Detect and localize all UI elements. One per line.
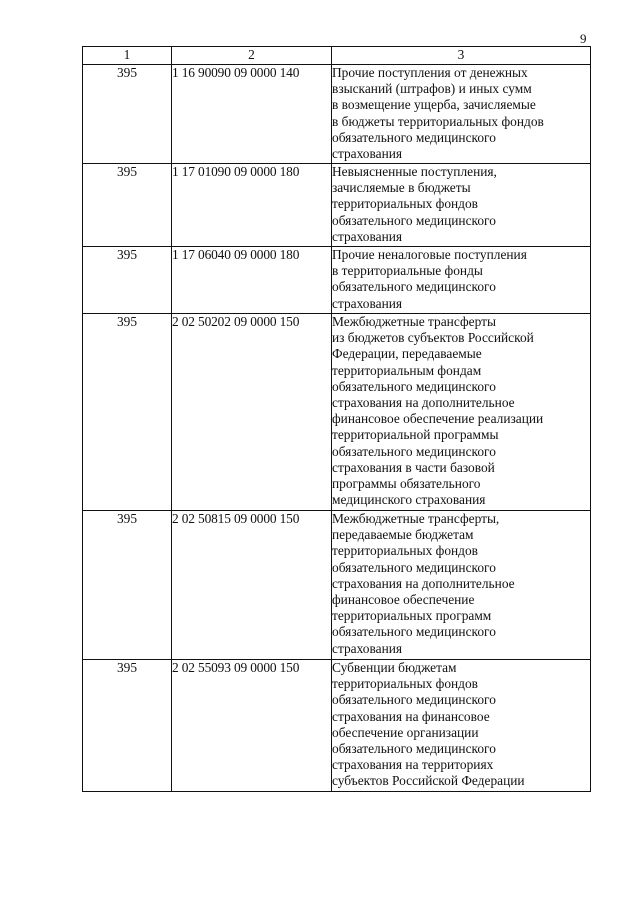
classification-code-cell: 1 16 90090 09 0000 140 (172, 65, 332, 164)
classification-code-cell: 2 02 50202 09 0000 150 (172, 314, 332, 511)
description-cell: Межбюджетные трансферты из бюджетов субъектов Российской Федерации, передаваемые территориальным фондам обязательного медицинского страхования на дополнительное финансовое обеспечение реализации территориальной программы обязательного медицинского страхования в части базовой программы обязательного медицинского страхования (332, 314, 591, 511)
column-header-1: 1 (83, 47, 172, 65)
admin-code-cell: 395 (83, 164, 172, 247)
admin-code-cell: 395 (83, 511, 172, 660)
table-row (83, 247, 591, 314)
column-header-3: 3 (332, 47, 591, 65)
admin-code-cell: 395 (83, 660, 172, 792)
admin-code-cell: 395 (83, 247, 172, 314)
table-row (83, 511, 591, 660)
admin-code-cell: 395 (83, 314, 172, 511)
table-row (83, 65, 591, 164)
admin-code-cell: 395 (83, 65, 172, 164)
classification-code-cell: 1 17 01090 09 0000 180 (172, 164, 332, 247)
classification-code-cell: 2 02 50815 09 0000 150 (172, 511, 332, 660)
budget-classification-table (82, 46, 591, 792)
table-row (83, 314, 591, 511)
description-cell: Прочие неналоговые поступления в территориальные фонды обязательного медицинского страхования (332, 247, 591, 314)
description-cell: Невыясненные поступления, зачисляемые в бюджеты территориальных фондов обязательного медицинского страхования (332, 164, 591, 247)
classification-code-cell: 2 02 55093 09 0000 150 (172, 660, 332, 792)
description-cell: Субвенции бюджетам территориальных фондов обязательного медицинского страхования на финансовое обеспечение организации обязательного медицинского страхования на территориях субъектов Российской Федерации (332, 660, 591, 792)
table-row (83, 164, 591, 247)
classification-code-cell: 1 17 06040 09 0000 180 (172, 247, 332, 314)
column-header-2: 2 (172, 47, 332, 65)
table-header-row (83, 47, 591, 65)
page-number: 9 (580, 31, 587, 46)
description-cell: Межбюджетные трансферты, передаваемые бюджетам территориальных фондов обязательного медицинского страхования на дополнительное финансовое обеспечение территориальных программ обязательного медицинского страхования (332, 511, 591, 660)
description-cell: Прочие поступления от денежных взысканий (штрафов) и иных сумм в возмещение ущерба, зачисляемые в бюджеты территориальных фондов обязательного медицинского страхования (332, 65, 591, 164)
table-row (83, 660, 591, 792)
